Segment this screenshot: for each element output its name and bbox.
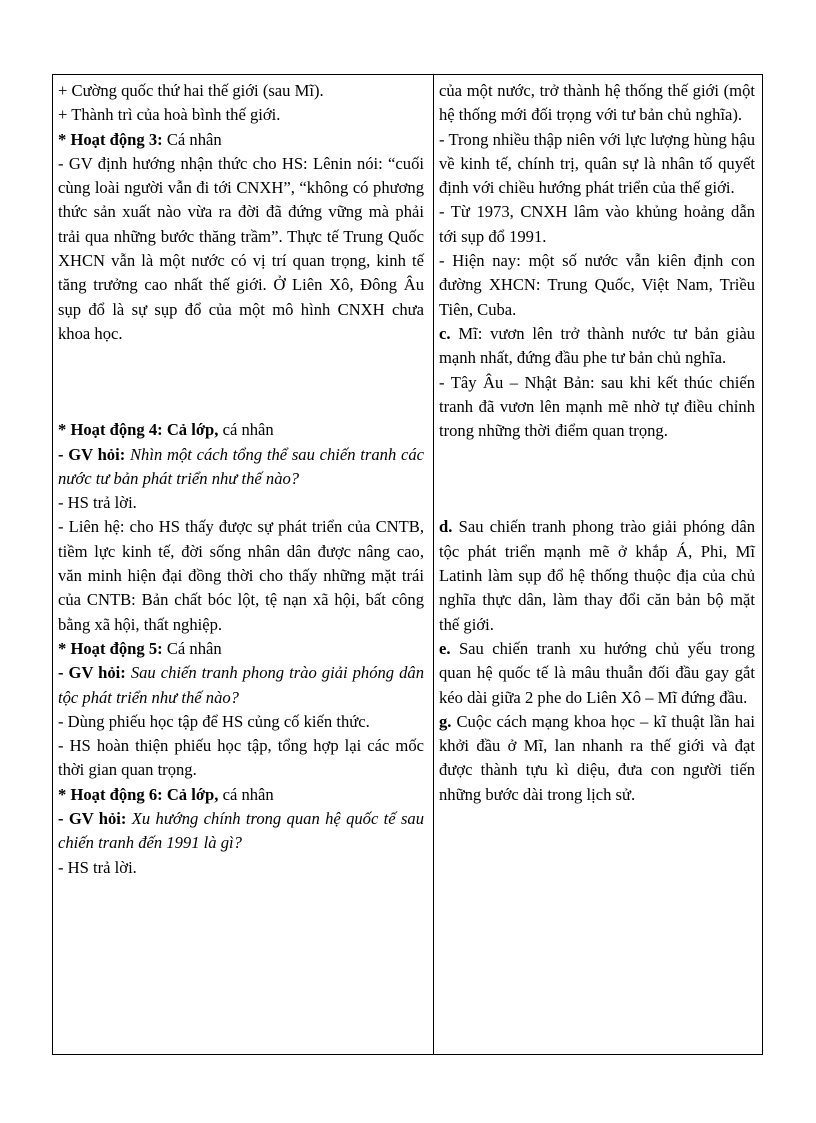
section-c-text: Mĩ: vươn lên trở thành nước tư bản giàu mạnh nhất, đứng đầu phe tư bản chủ nghĩa. (439, 323, 755, 368)
activity-5-heading (58, 637, 424, 661)
section-g-label: g. (439, 711, 452, 731)
activity-6-question (58, 807, 424, 856)
section-e-text: Sau chiến tranh xu hướng chủ yếu trong quan hệ quốc tế là mâu thuẫn đối đầu gay gắt kéo dài giữa 2 phe do Liên Xô – Mĩ đứng đầu. (439, 638, 755, 707)
activity-6-title: * Hoạt động 6: (58, 784, 163, 804)
knowledge-column (439, 79, 755, 807)
activity-3-label: Cá nhân (166, 129, 222, 149)
section-e (439, 637, 755, 710)
activity-5-question (58, 661, 424, 710)
activity-5-text-b: - HS hoàn thiện phiếu học tập, tổng hợp lại các mốc thời gian quan trọng. (58, 736, 424, 780)
activity-5-label: Cá nhân (166, 638, 222, 658)
activity-6-label: Cả lớp, (166, 784, 219, 804)
column-divider (433, 75, 434, 1054)
right-r3: - Từ 1973, CNXH lâm vào khủng hoảng dẫn tới sụp đổ 1991. (439, 202, 755, 246)
question-prefix: - GV hỏi: (58, 809, 127, 829)
question-text: Sau chiến tranh phong trào giải phóng dân tộc phát triển như thế nào? (58, 663, 424, 707)
spacer (58, 346, 424, 418)
question-prefix: - GV hỏi: (58, 663, 126, 683)
activity-6-heading (58, 783, 424, 807)
activity-4-label: Cả lớp, (166, 420, 219, 440)
activity-3-heading (58, 128, 424, 152)
section-d (439, 515, 755, 636)
right-r1: của một nước, trở thành hệ thống thế giới (một hệ thống mới đối trọng với tư bản chủ nghĩa). (439, 81, 755, 125)
question-text: Xu hướng chính trong quan hệ quốc tế sau chiến tranh đến 1991 là gì? (58, 809, 425, 853)
activity-6-answer: - HS trả lời. (58, 857, 137, 877)
section-e-label: e. (439, 638, 451, 658)
activity-4-text: - Liên hệ: cho HS thấy được sự phát triển của CNTB, tiềm lực kinh tế, đời sống nhân dân được nâng cao, văn minh hiện đại đồng thời cho thấy những mặt trái của CNTB: Bản chất bóc lột, tệ nạn xã hội, bất công bằng xã hội, thất nghiệp. (58, 517, 424, 634)
section-c (439, 322, 755, 371)
activity-5-text-a: - Dùng phiếu học tập để HS củng cố kiến thức. (58, 711, 370, 731)
section-d-label: d. (439, 517, 453, 537)
activity-4-rest: cá nhân (222, 420, 274, 440)
activity-4-heading (58, 418, 424, 442)
question-text: Nhìn một cách tổng thể sau chiến tranh các nước tư bản phát triển như thế nào? (58, 444, 425, 488)
section-c-label: c. (439, 323, 451, 343)
activity-4-question (58, 443, 424, 492)
question-prefix: - GV hỏi: (58, 444, 126, 464)
section-d-text: Sau chiến tranh phong trào giải phóng dân tộc phát triển mạnh mẽ ở khắp Á, Phi, Mĩ Latinh làm sụp đổ hệ thống thuộc địa của chủ nghĩa thực dân, làm thay đổi căn bản bộ mặt thế giới. (439, 517, 755, 634)
section-g (439, 710, 755, 807)
teacher-activities-column (58, 79, 424, 880)
right-r5: - Tây Âu – Nhật Bản: sau khi kết thúc chiến tranh đã vươn lên mạnh mẽ nhờ tự điều chỉnh trong những thời điểm quan trọng. (439, 372, 755, 441)
left-p1: + Cường quốc thứ hai thế giới (sau Mĩ). (58, 81, 324, 100)
right-r2: - Trong nhiều thập niên với lực lượng hùng hậu về kinh tế, chính trị, quân sự là nhân tố quyết định với chiều hướng phát triển của thế giới. (439, 129, 755, 198)
activity-4-answer: - HS trả lời. (58, 493, 137, 513)
left-p2: + Thành trì của hoà bình thế giới. (58, 105, 281, 125)
activity-3-text: - GV định hướng nhận thức cho HS: Lênin nói: “cuối cùng loài người vẫn đi tới CNXH”, “không có phương thức sản xuất nào vừa ra đời đã đứng vững mà phải trải qua những bước thăng trầm”. Thực tế Trung Quốc XHCN vẫn là một nước có vị trí quan trọng, kinh tế tăng trưởng cao nhất thế giới. Ở Liên Xô, Đông Âu sụp đổ là sự sụp đổ của một mô hình CNXH chưa khoa học. (58, 153, 424, 343)
spacer (439, 443, 755, 515)
right-r4: - Hiện nay: một số nước vẫn kiên định con đường XHCN: Trung Quốc, Việt Nam, Triều Tiên, Cuba. (439, 251, 755, 319)
activity-4-title: * Hoạt động 4: (58, 420, 163, 440)
section-g-text: Cuộc cách mạng khoa học – kĩ thuật lần hai khởi đầu ở Mĩ, lan nhanh ra thế giới và đạt được thành tựu kì diệu, đưa con người tiến những bước dài trong lịch sử. (439, 711, 755, 804)
activity-5-title: * Hoạt động 5: (58, 638, 163, 658)
lesson-table (52, 74, 763, 1055)
activity-6-rest: cá nhân (222, 784, 274, 804)
activity-3-title: * Hoạt động 3: (58, 129, 163, 149)
